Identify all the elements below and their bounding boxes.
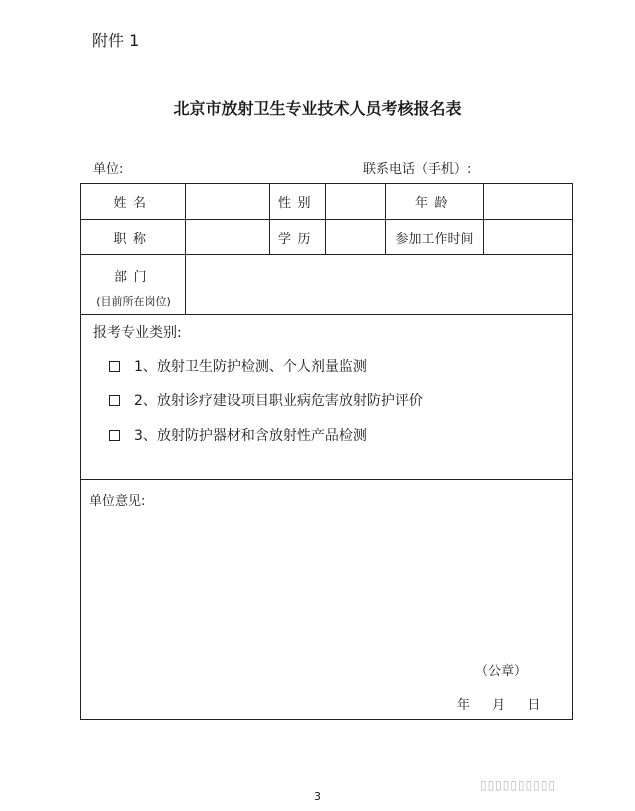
category-heading: 报考专业类别:: [93, 325, 182, 341]
checkbox-icon[interactable]: [109, 430, 120, 441]
date-line: [457, 694, 558, 713]
row-divider: [81, 314, 572, 315]
seal-label: （公章）: [475, 664, 528, 679]
unit-opinion-label: 单位意见:: [89, 494, 146, 509]
age-label: 年龄: [414, 196, 454, 211]
education-label: 学历: [277, 231, 317, 247]
department-note: (目前所在岗位): [96, 295, 171, 308]
page-title: 北京市放射卫生专业技术人员考核报名表: [173, 99, 462, 118]
checkbox-icon[interactable]: [109, 361, 120, 372]
day-label: 日: [527, 698, 541, 713]
checkbox-icon[interactable]: [109, 395, 120, 406]
title-field[interactable]: [186, 220, 269, 254]
department-field[interactable]: [186, 255, 572, 314]
year-label: 年: [457, 698, 471, 713]
name-field[interactable]: [186, 184, 269, 219]
age-field[interactable]: [484, 184, 572, 219]
category-option-label: 1、放射卫生防护检测、个人剂量监测: [134, 359, 367, 375]
work-start-label: 参加工作时间: [395, 231, 474, 247]
unit-label: 单位:: [93, 162, 124, 177]
gender-field[interactable]: [326, 184, 385, 219]
month-label: 月: [492, 698, 506, 713]
education-field[interactable]: [326, 220, 385, 254]
category-option-label: 2、放射诊疗建设项目职业病危害放射防护评价: [134, 393, 423, 409]
work-start-field[interactable]: [484, 220, 572, 254]
page-number: 3: [314, 790, 321, 803]
row-divider: [81, 479, 572, 480]
title-label: 职称: [113, 231, 153, 247]
registration-form: [80, 183, 573, 720]
category-option-label: 3、放射防护器材和含放射性产品检测: [134, 428, 367, 444]
attachment-label: 附件 1: [92, 31, 140, 50]
name-label: 姓名: [113, 196, 153, 211]
category-option[interactable]: [109, 390, 423, 410]
category-option[interactable]: [109, 425, 367, 445]
gender-label: 性别: [277, 196, 317, 211]
watermark-dots: ▯▯▯▯▯▯▯▯▯▯: [480, 778, 557, 792]
phone-label: 联系电话（手机）:: [363, 162, 472, 177]
department-label: 部门: [113, 270, 153, 285]
category-option[interactable]: [109, 356, 367, 376]
